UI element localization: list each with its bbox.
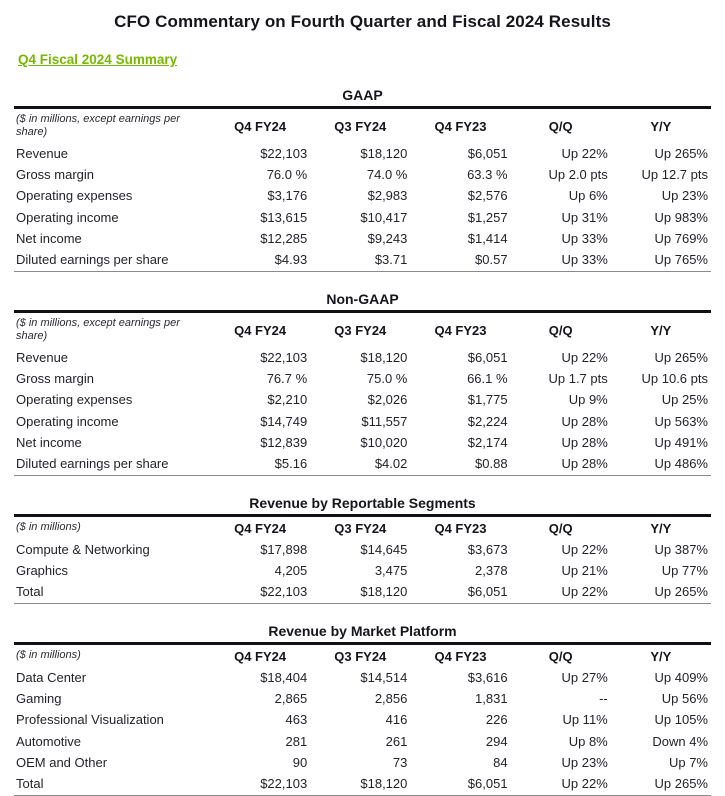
cell-value: $3,616: [467, 669, 508, 685]
table-section-revenue-by-reportable-segments: [14, 495, 711, 604]
cell-value: $18,120: [360, 584, 408, 600]
cell-value: Up 12.7 pts: [641, 167, 708, 183]
cell-value: Up 7%: [668, 754, 708, 770]
column-header-q4-fy24: Q4 FY24: [234, 322, 287, 338]
row-label: Diluted earnings per share: [16, 456, 169, 472]
cell-value: Up 1.7 pts: [548, 370, 608, 386]
column-header-q4-fy24: Q4 FY24: [234, 118, 287, 134]
cell-value: 226: [485, 712, 508, 728]
cell-value: $18,120: [360, 776, 408, 792]
table-row: [14, 432, 711, 453]
cell-value: $2,576: [467, 188, 508, 204]
table-row: [14, 143, 711, 164]
row-label: Operating expenses: [16, 188, 133, 204]
cell-value: $18,120: [360, 349, 408, 365]
table-row: [14, 207, 711, 228]
cell-value: $12,285: [260, 231, 308, 247]
column-header-q-q: Q/Q: [548, 648, 573, 664]
cell-value: $14,514: [360, 669, 408, 685]
cell-value: Up 22%: [561, 145, 608, 161]
cell-value: Down 4%: [652, 733, 708, 749]
column-header-q3-fy24: Q3 FY24: [334, 648, 387, 664]
table-row: [14, 709, 711, 730]
column-header-q-q: Q/Q: [548, 520, 573, 536]
row-label: Total: [16, 776, 44, 792]
cell-value: $3,673: [467, 541, 508, 557]
column-header-q4-fy23: Q4 FY23: [434, 322, 487, 338]
cell-value: $13,615: [260, 209, 308, 225]
row-label: Data Center: [16, 669, 87, 685]
cell-value: Up 265%: [654, 349, 708, 365]
row-label: Revenue: [16, 145, 69, 161]
cell-value: 2,865: [274, 690, 308, 706]
table-row: [14, 411, 711, 432]
row-label: Net income: [16, 231, 82, 247]
cell-value: $6,051: [467, 145, 508, 161]
cell-value: 281: [285, 733, 308, 749]
cell-value: $10,020: [360, 434, 408, 450]
financial-table: [14, 106, 711, 272]
cell-value: $1,257: [467, 209, 508, 225]
row-label: Professional Visualization: [16, 712, 164, 728]
cell-value: $3,176: [267, 188, 308, 204]
cell-value: Up 27%: [561, 669, 608, 685]
row-label: Gross margin: [16, 370, 95, 386]
cell-value: Up 563%: [654, 413, 708, 429]
cell-value: Up 387%: [654, 541, 708, 557]
table-title: Non-GAAP: [326, 290, 399, 307]
table-row: [14, 581, 711, 603]
cell-value: 74.0 %: [366, 167, 408, 183]
cell-value: 4,205: [274, 562, 308, 578]
column-header-q4-fy23: Q4 FY23: [434, 118, 487, 134]
unit-note: ($ in millions, except earnings per share): [16, 316, 180, 343]
cell-value: 416: [385, 712, 408, 728]
cell-value: Up 56%: [661, 690, 708, 706]
table-row: [14, 347, 711, 368]
cell-value: Up 8%: [568, 733, 608, 749]
cell-value: $11,557: [361, 413, 408, 429]
cell-value: Up 31%: [561, 209, 608, 225]
table-row: [14, 185, 711, 206]
table-row: [14, 249, 711, 271]
cell-value: Up 33%: [561, 252, 608, 268]
cell-value: Up 6%: [568, 188, 608, 204]
cell-value: $22,103: [260, 584, 308, 600]
table-title: Revenue by Reportable Segments: [249, 494, 476, 511]
cell-value: 66.1 %: [467, 370, 508, 386]
cell-value: Up 22%: [561, 584, 608, 600]
cell-value: Up 769%: [654, 231, 708, 247]
cell-value: Up 983%: [654, 209, 708, 225]
unit-note: ($ in millions, except earnings per share): [16, 113, 180, 139]
cell-value: 90: [292, 754, 308, 770]
table-header-row: [14, 515, 711, 539]
cell-value: Up 10.6 pts: [641, 370, 708, 386]
table-title: Revenue by Market Platform: [268, 622, 457, 639]
table-header-row: [14, 643, 711, 667]
cell-value: $6,051: [467, 776, 508, 792]
row-label: Graphics: [16, 562, 69, 578]
column-header-y-y: Y/Y: [650, 322, 672, 338]
cell-value: $14,645: [360, 541, 408, 557]
cell-value: $3.71: [374, 252, 408, 268]
row-label: Automotive: [16, 733, 82, 749]
cell-value: $2,026: [367, 392, 408, 408]
cell-value: Up 23%: [561, 754, 608, 770]
cell-value: $10,417: [360, 209, 408, 225]
cell-value: $6,051: [467, 584, 508, 600]
cell-value: Up 265%: [654, 584, 708, 600]
cell-value: Up 22%: [561, 541, 608, 557]
row-label: Total: [16, 584, 44, 600]
column-header-y-y: Y/Y: [650, 520, 672, 536]
cell-value: $5.16: [274, 456, 308, 472]
column-header-q4-fy23: Q4 FY23: [434, 648, 487, 664]
cell-value: $4.93: [274, 252, 308, 268]
cell-value: $4.02: [374, 456, 408, 472]
cell-value: $6,051: [467, 349, 508, 365]
cell-value: Up 409%: [654, 669, 708, 685]
row-label: Gross margin: [16, 167, 95, 183]
cell-value: Up 28%: [561, 434, 608, 450]
cell-value: $2,224: [467, 413, 508, 429]
table-row: [14, 453, 711, 475]
table-row: [14, 228, 711, 249]
cell-value: 63.3 %: [467, 167, 508, 183]
column-header-y-y: Y/Y: [650, 118, 672, 134]
column-header-q3-fy24: Q3 FY24: [334, 322, 387, 338]
table-section-non-gaap: [14, 291, 711, 476]
cell-value: $18,404: [260, 669, 308, 685]
cell-value: $1,414: [467, 231, 508, 247]
table-row: [14, 688, 711, 709]
table-row: [14, 667, 711, 688]
cell-value: Up 105%: [654, 712, 708, 728]
cell-value: Up 486%: [654, 456, 708, 472]
table-section-gaap: [14, 87, 711, 272]
cell-value: 294: [485, 733, 508, 749]
cell-value: $18,120: [360, 145, 408, 161]
cell-value: Up 77%: [661, 562, 708, 578]
cell-value: Up 9%: [568, 392, 608, 408]
table-title: GAAP: [342, 87, 383, 103]
table-header-row: [14, 108, 711, 143]
cell-value: $0.57: [475, 252, 508, 268]
cell-value: 76.0 %: [266, 167, 308, 183]
row-label: Operating expenses: [16, 392, 133, 408]
cell-value: $2,210: [267, 392, 308, 408]
table-row: [14, 539, 711, 560]
cell-value: 75.0 %: [366, 370, 408, 386]
column-header-q-q: Q/Q: [548, 118, 573, 134]
table-row: [14, 752, 711, 773]
table-row: [14, 731, 711, 752]
row-label: OEM and Other: [16, 754, 108, 770]
cell-value: Up 2.0 pts: [548, 167, 608, 183]
table-row: [14, 560, 711, 581]
cell-value: Up 765%: [654, 252, 708, 268]
cell-value: $22,103: [260, 349, 308, 365]
column-header-q4-fy23: Q4 FY23: [434, 520, 487, 536]
cell-value: Up 22%: [561, 776, 608, 792]
row-label: Net income: [16, 434, 82, 450]
cell-value: Up 25%: [661, 392, 708, 408]
unit-note: ($ in millions): [16, 521, 81, 534]
cell-value: $22,103: [260, 145, 308, 161]
cell-value: 2,378: [475, 562, 508, 578]
cell-value: Up 265%: [654, 145, 708, 161]
cell-value: $2,983: [367, 188, 408, 204]
table-row: [14, 368, 711, 389]
column-header-q-q: Q/Q: [548, 322, 573, 338]
cell-value: $12,839: [260, 434, 308, 450]
row-label: Operating income: [16, 413, 119, 429]
table-section-revenue-by-market-platform: [14, 623, 711, 796]
cell-value: --: [599, 690, 608, 706]
cell-value: Up 33%: [561, 231, 608, 247]
cell-value: $9,243: [367, 231, 408, 247]
cell-value: Up 22%: [561, 349, 608, 365]
page-title: CFO Commentary on Fourth Quarter and Fiscal 2024 Results: [114, 12, 611, 31]
cell-value: 3,475: [374, 562, 408, 578]
column-header-q4-fy24: Q4 FY24: [234, 648, 287, 664]
row-label: Operating income: [16, 209, 119, 225]
column-header-q4-fy24: Q4 FY24: [234, 520, 287, 536]
cell-value: 73: [392, 754, 408, 770]
cell-value: 463: [285, 712, 308, 728]
cell-value: Up 23%: [661, 188, 708, 204]
row-label: Diluted earnings per share: [16, 252, 169, 268]
cell-value: $1,775: [467, 392, 508, 408]
column-header-q3-fy24: Q3 FY24: [334, 520, 387, 536]
financial-tables-container: [14, 87, 711, 796]
cell-value: 261: [385, 733, 408, 749]
cell-value: Up 491%: [654, 434, 708, 450]
row-label: Revenue: [16, 349, 69, 365]
cell-value: $17,898: [260, 541, 308, 557]
table-header-row: [14, 311, 711, 346]
cell-value: Up 11%: [562, 712, 608, 728]
cell-value: Up 28%: [561, 413, 608, 429]
row-label: Gaming: [16, 690, 62, 706]
cell-value: Up 265%: [654, 776, 708, 792]
financial-table: [14, 514, 711, 604]
cell-value: $22,103: [260, 776, 308, 792]
unit-note: ($ in millions): [16, 649, 81, 662]
financial-table: [14, 642, 711, 796]
cell-value: $14,749: [260, 413, 308, 429]
cell-value: 84: [493, 754, 508, 770]
row-label: Compute & Networking: [16, 541, 150, 557]
column-header-q3-fy24: Q3 FY24: [334, 118, 387, 134]
q4-fiscal-2024-summary-link[interactable]: Q4 Fiscal 2024 Summary: [18, 52, 178, 67]
table-row: [14, 164, 711, 185]
cell-value: $0.88: [475, 456, 508, 472]
cell-value: 2,856: [374, 690, 408, 706]
cell-value: 76.7 %: [266, 370, 308, 386]
table-row: [14, 773, 711, 795]
cell-value: Up 21%: [561, 562, 608, 578]
column-header-y-y: Y/Y: [650, 648, 672, 664]
cell-value: 1,831: [475, 690, 508, 706]
table-row: [14, 389, 711, 410]
financial-table: [14, 310, 711, 476]
cell-value: Up 28%: [561, 456, 608, 472]
cell-value: $2,174: [467, 434, 508, 450]
